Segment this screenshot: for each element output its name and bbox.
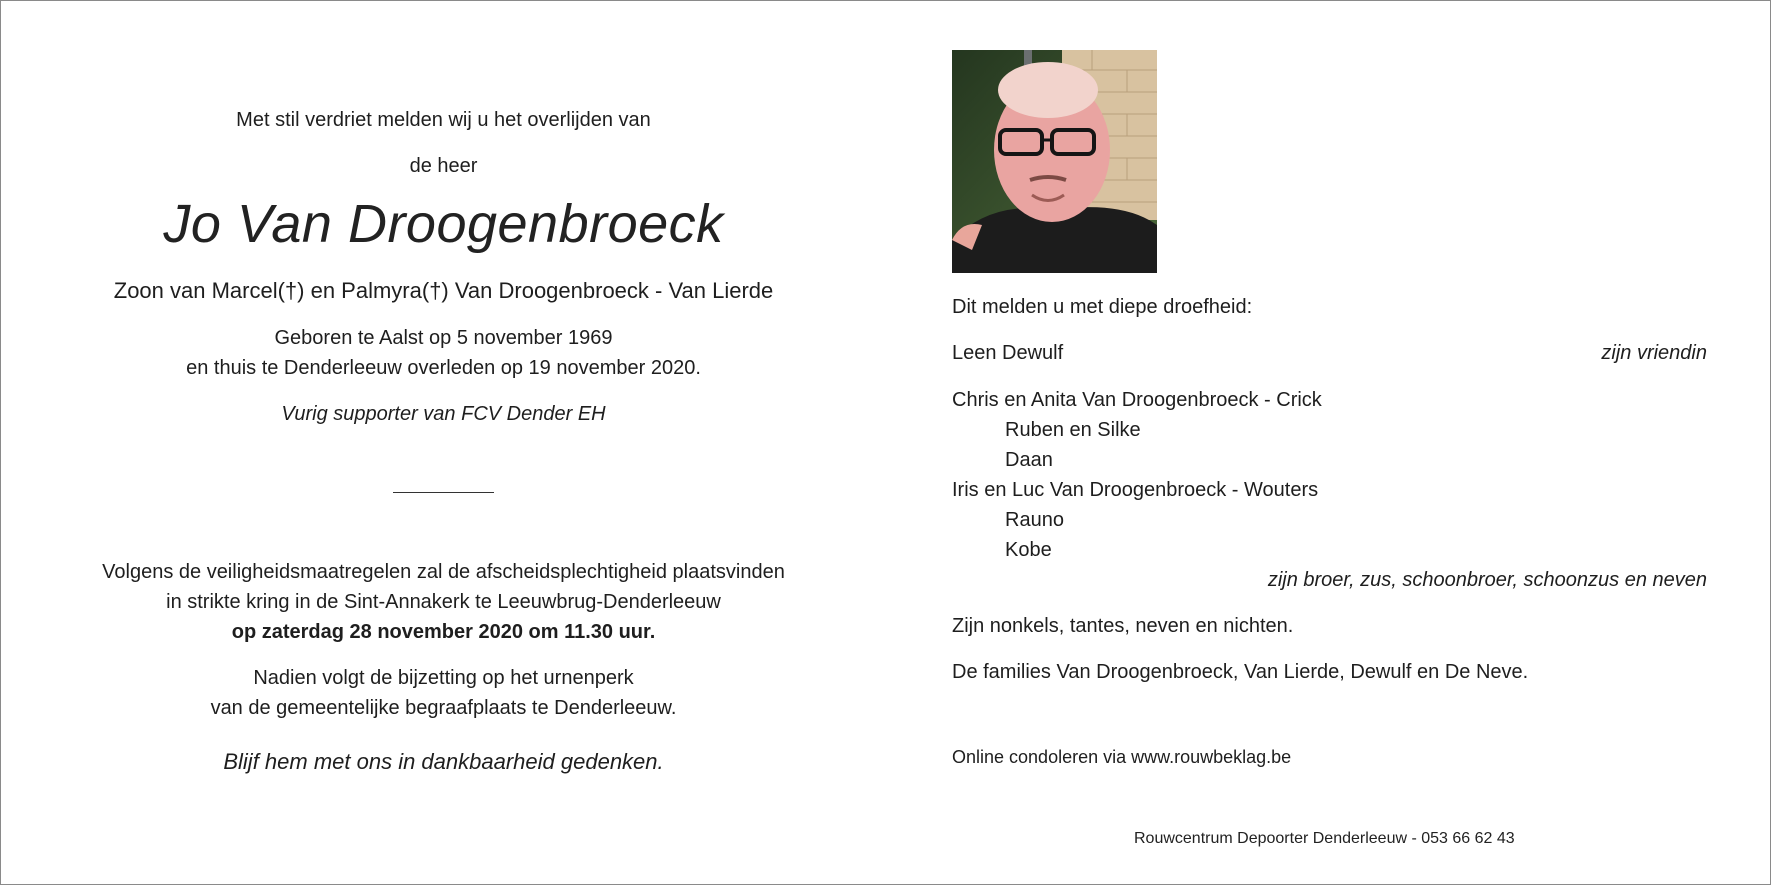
family-intro: Dit melden u met diepe droefheid: [952,296,1253,318]
parents-text: Zoon van Marcel(†) en Palmyra(†) Van Droogenbroeck - Van Lierde [113,278,774,303]
burial-line-2: van de gemeentelijke begraafplaats te Denderleeuw. [210,697,677,719]
supporter-text: Vurig supporter van FCV Dender EH [281,403,606,425]
ceremony-date: op zaterdag 28 november 2020 om 11.30 uur. [231,621,656,643]
partner-row [952,338,1707,368]
burial-line-1: Nadien volgt de bijzetting op het urnenperk [253,667,634,689]
sibling-2-child: Kobe [1005,539,1052,561]
sibling-1-child: Daan [1005,449,1053,471]
portrait-photo [952,50,1157,273]
born-text: Geboren te Aalst op 5 november 1969 [274,327,613,349]
title-text: de heer [409,155,478,177]
partner-name: Leen Dewulf [952,342,1064,364]
online-condolence: Online condoleren via www.rouwbeklag.be [952,747,1292,767]
family-panel [952,1,1707,884]
siblings-relation-row [952,565,1707,595]
intro-text: Met stil verdriet melden wij u het overlijden van [236,109,651,131]
closing-text: Blijf hem met ons in dankbaarheid gedenken. [223,749,664,774]
deceased-name: Jo Van Droogenbroeck [163,194,724,254]
siblings-relation: zijn broer, zus, schoonbroer, schoonzus en neven [1267,569,1707,591]
extended-family: Zijn nonkels, tantes, neven en nichten. [952,615,1294,637]
sibling-1-child: Ruben en Silke [1005,419,1141,441]
announcement-panel [1,1,886,884]
ceremony-line-1: Volgens de veiligheidsmaatregelen zal de afscheidsplechtigheid plaatsvinden [102,561,785,583]
died-text: en thuis te Denderleeuw overleden op 19 november 2020. [186,357,701,379]
sibling-1: Chris en Anita Van Droogenbroeck - Crick [952,389,1322,411]
families-list: De families Van Droogenbroeck, Van Lierde, Dewulf en De Neve. [952,661,1529,683]
funeral-home-footer: Rouwcentrum Depoorter Denderleeuw - 053 66 62 43 [1134,830,1515,847]
ceremony-line-2: in strikte kring in de Sint-Annakerk te Leeuwbrug-Denderleeuw [166,591,721,613]
sibling-2-child: Rauno [1005,509,1064,531]
partner-relation: zijn vriendin [1601,342,1707,364]
divider-line [393,492,494,493]
sibling-2: Iris en Luc Van Droogenbroeck - Wouters [952,479,1319,501]
